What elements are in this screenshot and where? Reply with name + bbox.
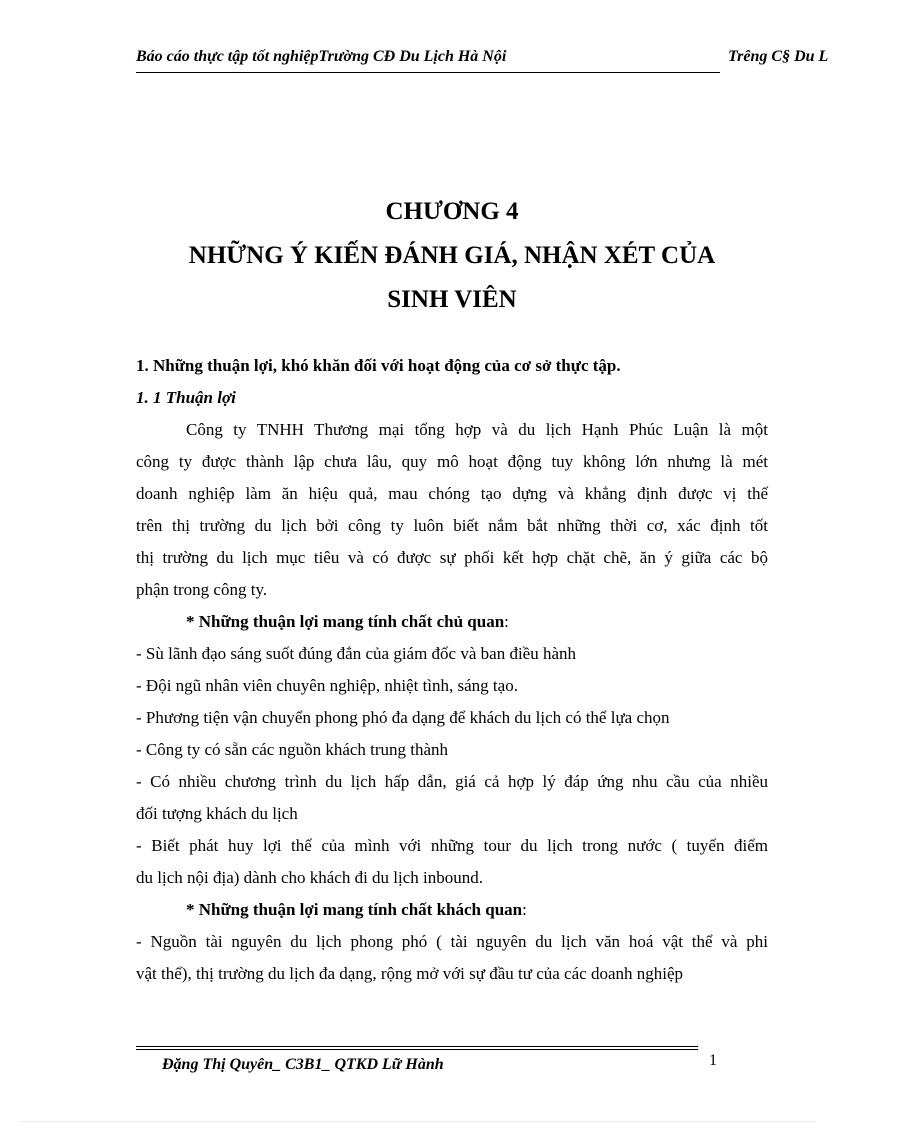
list-item: - Có nhiều chương trình du lịch hấp dẫn, giá cả hợp lý đáp ứng nhu cầu của nhiều bbox=[136, 772, 768, 791]
objective-heading bbox=[136, 898, 768, 922]
paragraph-line: Công ty TNHH Thương mại tổng hợp và du lịch Hạnh Phúc Luận là một bbox=[186, 420, 768, 439]
paragraph-line: trên thị trường du lịch bởi công ty luôn biết nắm bắt những thời cơ, xác định tốt bbox=[136, 516, 768, 535]
header-right-text: Trêng C§ Du L bbox=[728, 48, 829, 65]
list-item-continuation: vật thể), thị trường du lịch đa dạng, rộng mở với sự đầu tư của các doanh nghiệp bbox=[136, 964, 684, 983]
subjective-heading-text: * Những thuận lợi mang tính chất chủ quan bbox=[186, 612, 505, 631]
list-item: - Nguồn tài nguyên du lịch phong phó ( tài nguyên du lịch văn hoá vật thể và phi bbox=[136, 932, 768, 951]
objective-heading-text: * Những thuận lợi mang tính chất khách quan bbox=[186, 900, 523, 919]
footer-author: Đặng Thị Quyên_ C3B1_ QTKD Lữ Hành bbox=[162, 1056, 444, 1073]
paragraph-line: thị trường du lịch mục tiêu và có được sự phối kết hợp chặt chẽ, ăn ý giữa các bộ bbox=[136, 548, 768, 567]
list-item: - Công ty có sẵn các nguồn khách trung thành bbox=[136, 740, 449, 759]
section-heading: 1. Những thuận lợi, khó khăn đối với hoạt động của cơ sở thực tập. bbox=[136, 356, 621, 375]
footer-rule-top bbox=[136, 1046, 698, 1047]
objective-heading-colon: : bbox=[522, 900, 527, 919]
subsection-heading: 1. 1 Thuận lợi bbox=[136, 388, 236, 407]
list-item: - Đội ngũ nhân viên chuyên nghiệp, nhiệt tình, sáng tạo. bbox=[136, 676, 518, 695]
list-item: - Sù lãnh đạo sáng suốt đúng đắn của giám đốc và ban điều hành bbox=[136, 644, 577, 663]
page-number: 1 bbox=[709, 1052, 717, 1069]
page-header bbox=[136, 48, 829, 74]
footer-rule-bottom bbox=[136, 1049, 698, 1050]
chapter-subtitle-line-1: NHỮNG Ý KIẾN ĐÁNH GIÁ, NHẬN XÉT CỦA bbox=[188, 242, 716, 269]
subjective-heading-colon: : bbox=[504, 612, 509, 631]
paragraph-line: phận trong công ty. bbox=[136, 580, 268, 599]
list-item: - Biết phát huy lợi thế của mình với những tour du lịch trong nước ( tuyến điểm bbox=[136, 836, 768, 855]
paragraph-line: doanh nghiệp làm ăn hiệu quả, mau chóng tạo dựng và khẳng định được vị thế bbox=[136, 484, 768, 503]
page-bottom-edge bbox=[20, 1121, 816, 1122]
list-item-continuation: đối tượng khách du lịch bbox=[136, 804, 298, 823]
list-item: - Phương tiện vận chuyển phong phó đa dạng để khách du lịch có thể lựa chọn bbox=[136, 708, 670, 727]
paragraph-line: công ty được thành lập chưa lâu, quy mô hoạt động tuy không lớn nhưng là mét bbox=[136, 452, 768, 471]
subjective-heading bbox=[136, 610, 768, 634]
chapter-subtitle-line-2: SINH VIÊN bbox=[387, 286, 517, 313]
header-left-text: Báo cáo thực tập tốt nghiệpTrường CĐ Du Lịch Hà Nội bbox=[136, 48, 720, 73]
chapter-title: CHƯƠNG 4 bbox=[385, 198, 519, 225]
list-item-continuation: du lịch nội địa) dành cho khách đi du lịch inbound. bbox=[136, 868, 484, 887]
